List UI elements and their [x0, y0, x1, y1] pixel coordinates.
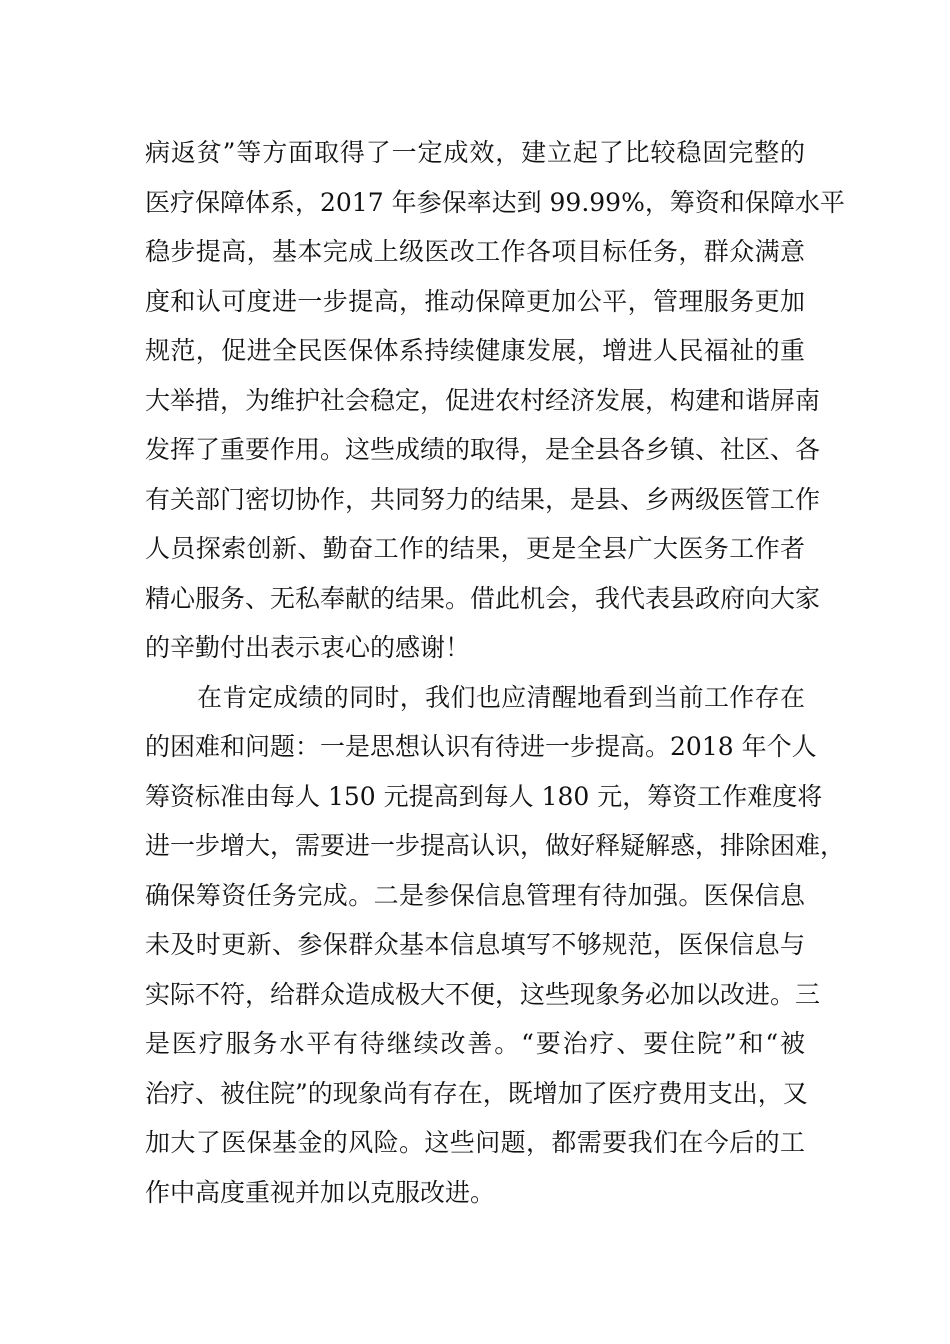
- paragraph-1-line-5: 规范，促进全民医保体系持续健康发展，增进人民福祉的重: [145, 336, 805, 365]
- paragraph-1-line-8: 有关部门密切协作，共同努力的结果，是县、乡两级医管工作: [145, 484, 821, 514]
- paragraph-2-line-1: 在肯定成绩的同时，我们也应清醒地看到当前工作存在: [197, 682, 805, 712]
- paragraph-1-line-3: 稳步提高，基本完成上级医改工作各项目标任务，群众满意: [145, 237, 805, 266]
- paragraph-2-line-10: 加大了医保基金的风险。这些问题，都需要我们在今后的工: [145, 1128, 805, 1157]
- paragraph-1-line-2: 医疗保障体系，2017 年参保率达到 99.99%，筹资和保障水平: [145, 187, 845, 217]
- paragraph-2-line-4: 进一步增大，需要进一步提高认识，做好释疑解惑，排除困难，: [145, 831, 846, 860]
- paragraph-2-line-11: 作中高度重视并加以克服改进。: [145, 1177, 496, 1207]
- paragraph-2-line-7: 实际不符，给群众造成极大不便，这些现象务必加以改进。三: [145, 979, 821, 1009]
- paragraph-2-line-9: 治疗、被住院”的现象尚有存在，既增加了医疗费用支出，又: [145, 1078, 808, 1108]
- paragraph-2-line-3: 筹资标准由每人 150 元提高到每人 180 元，筹资工作难度将: [145, 781, 823, 811]
- paragraph-1-line-6: 大举措，为维护社会稳定，促进农村经济发展，构建和谐屏南: [145, 385, 821, 415]
- paragraph-2-line-2: 的困难和问题：一是思想认识有待进一步提高。2018 年个人: [145, 732, 817, 761]
- paragraph-1-line-9: 人员探索创新、勤奋工作的结果，更是全县广大医务工作者: [145, 534, 805, 563]
- paragraph-2-line-5: 确保筹资任务完成。二是参保信息管理有待加强。医保信息: [145, 880, 805, 910]
- paragraph-1-line-7: 发挥了重要作用。这些成绩的取得，是全县各乡镇、社区、各: [145, 435, 821, 464]
- paragraph-2-line-8: 是医疗服务水平有待继续改善。“要治疗、要住院”和“被: [145, 1029, 805, 1058]
- paragraph-1-line-4: 度和认可度进一步提高，推动保障更加公平，管理服务更加: [145, 286, 805, 316]
- paragraph-1-line-11: 的辛勤付出表示衷心的感谢！: [145, 633, 471, 662]
- paragraph-2-line-6: 未及时更新、参保群众基本信息填写不够规范，医保信息与: [145, 930, 805, 959]
- document-body: [145, 128, 846, 1217]
- paragraph-1-line-1: 病返贫”等方面取得了一定成效，建立起了比较稳固完整的: [145, 138, 805, 167]
- paragraph-1-line-10: 精心服务、无私奉献的结果。借此机会，我代表县政府向大家: [145, 583, 821, 613]
